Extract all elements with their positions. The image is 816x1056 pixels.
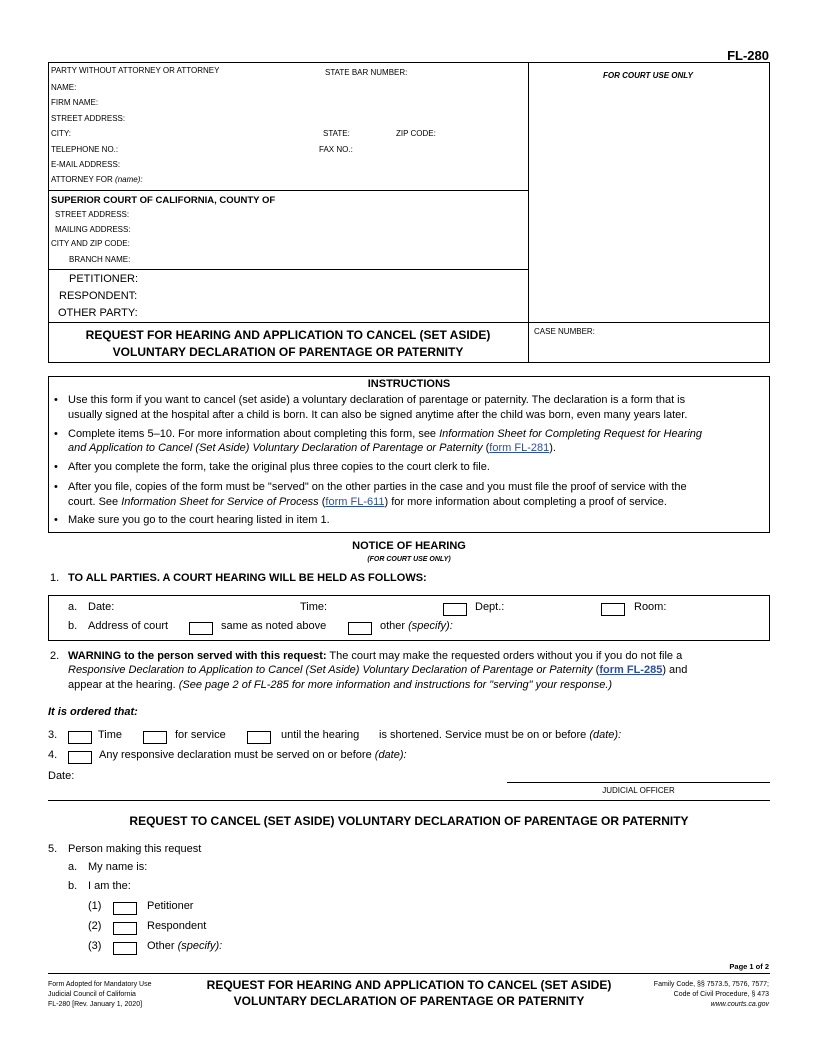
item5-text: Person making this request xyxy=(68,843,202,855)
item3-time-label: Time xyxy=(98,729,123,741)
item1-number: 1. xyxy=(50,572,60,584)
case-number-field[interactable]: CASE NUMBER: xyxy=(534,327,595,336)
form-id: FL-280 xyxy=(727,48,769,63)
other-address-label: other (specify): xyxy=(380,620,453,632)
instruction-2-line1: Complete items 5–10. For more information about completing this form, see Information Sheet for Completing Request for Hearing xyxy=(68,428,703,440)
room-field[interactable]: Room: xyxy=(634,601,667,613)
footer-left: Form Adopted for Mandatory Use Judicial Council of California FL-280 [Rev. January 1, 2020] xyxy=(48,981,152,1008)
instruction-3: After you complete the form, take the original plus three copies to the court clerk to file. xyxy=(68,461,490,473)
firm-field[interactable]: FIRM NAME: xyxy=(51,98,99,107)
instruction-4-line1: After you file, copies of the form must be "served" on the other parties in the case and you must file the proof of service with the xyxy=(68,481,687,493)
instructions-heading: INSTRUCTIONS xyxy=(367,378,451,390)
dept-checkbox[interactable] xyxy=(443,601,467,619)
other-option-label: Other (specify): xyxy=(147,940,223,952)
city-field[interactable]: CITY: xyxy=(51,129,72,138)
same-as-label: same as noted above xyxy=(221,620,327,632)
attorney-for-label: ATTORNEY FOR xyxy=(51,175,113,184)
item5-a-marker: a. xyxy=(68,861,78,873)
respondent-checkbox[interactable] xyxy=(113,920,137,938)
state-field[interactable]: STATE: xyxy=(323,129,350,138)
item1-text: TO ALL PARTIES. A COURT HEARING WILL BE HELD AS FOLLOWS: xyxy=(68,572,427,584)
court-use-only: FOR COURT USE ONLY xyxy=(603,71,693,80)
item3-number: 3. xyxy=(48,729,58,741)
footer-title: REQUEST FOR HEARING AND APPLICATION TO CANCEL (SET ASIDE) VOLUNTARY DECLARATION OF PARENTAGE OR PATERNITY xyxy=(206,978,612,1008)
instruction-4-line2: court. See Information Sheet for Service of Process (form FL-611) for more information about completing a proof of service. xyxy=(68,496,667,508)
option2-number: (2) xyxy=(88,920,102,932)
form-fl-611-link[interactable]: form FL-611 xyxy=(325,496,385,508)
other-checkbox[interactable] xyxy=(113,940,137,958)
dept-field[interactable]: Dept.: xyxy=(475,601,505,613)
time-checkbox[interactable] xyxy=(68,729,92,747)
instruction-5: Make sure you go to the court hearing listed in item 1. xyxy=(68,514,330,526)
form-title-line2: VOLUNTARY DECLARATION OF PARENTAGE OR PATERNITY xyxy=(112,345,464,359)
courts-website-link[interactable]: www.courts.ca.gov xyxy=(710,1001,769,1008)
petitioner-option-label: Petitioner xyxy=(147,900,194,912)
street-field[interactable]: STREET ADDRESS: xyxy=(51,114,126,123)
court-mailing-field[interactable]: MAILING ADDRESS: xyxy=(55,225,131,234)
phone-field[interactable]: TELEPHONE NO.: xyxy=(51,145,119,154)
until-hearing-checkbox[interactable] xyxy=(247,729,271,747)
i-am-label: I am the: xyxy=(88,880,131,892)
hearing-date-field[interactable]: Date: xyxy=(88,601,115,613)
address-label: Address of court xyxy=(88,620,169,632)
other-party-field[interactable]: OTHER PARTY: xyxy=(58,307,138,319)
petitioner-checkbox[interactable] xyxy=(113,900,137,918)
item5-number: 5. xyxy=(48,843,58,855)
item3-until-label: until the hearing xyxy=(281,729,360,741)
respondent-option-label: Respondent xyxy=(147,920,207,932)
service-checkbox[interactable] xyxy=(143,729,167,747)
option3-number: (3) xyxy=(88,940,102,952)
my-name-field[interactable]: My name is: xyxy=(88,861,148,873)
name-field[interactable]: NAME: xyxy=(51,83,77,92)
party-label: PARTY WITHOUT ATTORNEY OR ATTORNEY xyxy=(51,66,220,75)
attorney-for-name-hint: (name): xyxy=(115,175,143,184)
order-date-field[interactable]: Date: xyxy=(48,770,75,782)
item4-checkbox[interactable] xyxy=(68,749,92,767)
item5-b-marker: b. xyxy=(68,880,78,892)
item2-line2: Responsive Declaration to Application to Cancel (Set Aside) Voluntary Declaration of Parentage or Paternity (form FL-285) and xyxy=(68,664,688,676)
item3-service-label: for service xyxy=(175,729,226,741)
zip-field[interactable]: ZIP CODE: xyxy=(396,129,436,138)
instruction-2-line2: and Application to Cancel (Set Aside) Voluntary Declaration of Parentage or Paternity (form FL-281). xyxy=(68,442,556,454)
fax-field[interactable]: FAX NO.: xyxy=(319,145,353,154)
same-as-checkbox[interactable] xyxy=(189,620,213,638)
instruction-1-line1: Use this form if you want to cancel (set aside) a voluntary declaration of parentage or paternity. The declaration is a form that is xyxy=(68,394,686,406)
room-checkbox[interactable] xyxy=(601,601,625,619)
option1-number: (1) xyxy=(88,900,102,912)
state-bar-label: STATE BAR NUMBER: xyxy=(325,68,408,77)
request-heading: REQUEST TO CANCEL (SET ASIDE) VOLUNTARY DECLARATION OF PARENTAGE OR PATERNITY xyxy=(129,814,689,828)
other-address-checkbox[interactable] xyxy=(348,620,372,638)
respondent-field[interactable]: RESPONDENT: xyxy=(59,290,138,302)
page-number: Page 1 of 2 xyxy=(729,962,769,971)
footer-right: Family Code, §§ 7573.5, 7576, 7577; Code of Civil Procedure, § 473 www.courts.ca.gov xyxy=(653,981,769,1008)
petitioner-field[interactable]: PETITIONER: xyxy=(69,273,139,285)
attorney-for-field[interactable] xyxy=(51,175,143,184)
item4-text: Any responsive declaration must be served on or before (date): xyxy=(99,749,407,761)
judicial-officer-signature[interactable]: JUDICIAL OFFICER xyxy=(602,786,675,795)
court-street-field[interactable]: STREET ADDRESS: xyxy=(55,210,130,219)
form-fl-281-link[interactable]: form FL-281 xyxy=(489,442,550,454)
item2-number: 2. xyxy=(50,650,60,662)
form-title-line1: REQUEST FOR HEARING AND APPLICATION TO CANCEL (SET ASIDE) xyxy=(85,328,491,342)
item3-rest: is shortened. Service must be on or before (date): xyxy=(379,729,622,741)
email-field[interactable]: E-MAIL ADDRESS: xyxy=(51,160,121,169)
notice-subheading: (FOR COURT USE ONLY) xyxy=(367,556,451,563)
instruction-1-line2: usually signed at the hospital after a child is born. It can also be signed anytime after the child was born, even many years later. xyxy=(68,409,688,421)
item2-line3: appear at the hearing. (See page 2 of FL-285 for more information and instructions for "serving" your response.) xyxy=(68,679,613,691)
court-title: SUPERIOR COURT OF CALIFORNIA, COUNTY OF xyxy=(51,195,276,206)
form-fl-285-link[interactable]: form FL-285 xyxy=(599,664,663,676)
caption-box xyxy=(48,62,770,363)
item2-line1: WARNING to the person served with this request: The court may make the requested orders without you if you do not file a xyxy=(68,650,683,662)
item4-number: 4. xyxy=(48,749,58,761)
court-city-zip-field[interactable]: CITY AND ZIP CODE: xyxy=(51,239,130,248)
ordered-heading: It is ordered that: xyxy=(48,706,138,718)
hearing-a-marker: a. xyxy=(68,601,78,613)
notice-heading: NOTICE OF HEARING xyxy=(352,540,466,552)
court-branch-field[interactable]: BRANCH NAME: xyxy=(69,255,131,264)
hearing-b-marker: b. xyxy=(68,620,78,632)
hearing-time-field[interactable]: Time: xyxy=(300,601,328,613)
